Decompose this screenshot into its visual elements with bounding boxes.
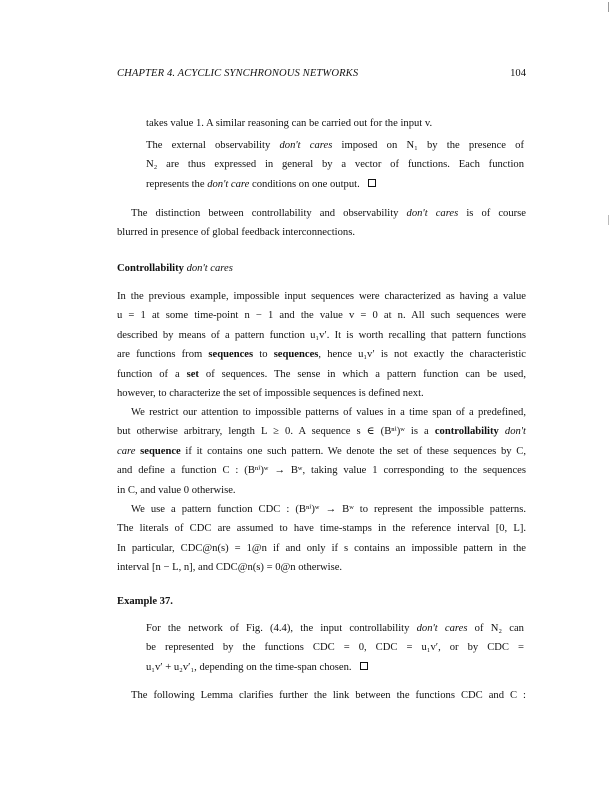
qed-box-icon — [368, 179, 376, 187]
running-header — [117, 64, 526, 84]
paragraph-5 — [117, 403, 526, 500]
text-line: The external observability don't cares imposed on N₁ by the presence of — [146, 140, 524, 151]
section-heading: Controllability don't cares — [117, 263, 233, 274]
text-line: interval [n − L, n], and CDC@n(s) = 0@n otherwise. — [117, 562, 343, 574]
text-line: function of a set of sequences. The sense in which a pattern function can be used, — [117, 368, 526, 380]
text-line: We restrict our attention to impossible patterns of values in a time span of a predefined, — [131, 407, 526, 418]
text-line: blurred in presence of global feedback interconnections. — [117, 227, 355, 239]
text-line: in C, and value 0 otherwise. — [117, 484, 236, 496]
text-line: described by means of a pattern function u₁v′. It is worth recalling that pattern functions — [117, 329, 526, 341]
text-line: The following Lemma clarifies further the link between the functions CDC and C : — [131, 690, 526, 701]
page-edge-mark — [608, 215, 609, 225]
text-line: but otherwise arbitrary, length L ≥ 0. A sequence s ∈ (Bⁿⁱ)ʷ is a controllability don't — [117, 426, 526, 438]
paragraph-4 — [117, 287, 526, 403]
paragraph-1 — [146, 114, 524, 133]
chapter-title: CHAPTER 4. ACYCLIC SYNCHRONOUS NETWORKS — [117, 68, 359, 79]
example-heading: Example 37. — [117, 596, 173, 607]
text-line: For the network of Fig. (4.4), the input controllability don't cares of N₂ can — [146, 623, 524, 634]
text-line: are functions from sequences to sequences, hence u₁v′ is not exactly the characteristic — [117, 349, 526, 361]
text-line: The distinction between controllability and observability don't cares is of course — [131, 208, 527, 219]
text-line: however, to characterize the set of impossible sequences is defined next. — [117, 388, 424, 400]
paragraph-6 — [117, 500, 526, 578]
qed-box-icon — [360, 662, 368, 670]
paragraph-3 — [117, 204, 526, 243]
text-line: and define a function C : (Bⁿⁱ)ʷ → Bʷ, taking value 1 corresponding to the sequences — [117, 465, 526, 477]
paragraph-7 — [146, 619, 524, 677]
paragraph-8 — [117, 686, 526, 705]
text-line: In the previous example, impossible input sequences were characterized as having a value — [117, 291, 526, 302]
text-line: u = 1 at some time-point n − 1 and the value v = 0 at n. All such sequences were — [117, 310, 526, 322]
text-line: represents the don't care conditions on one output. — [146, 175, 524, 194]
text-line: N₂ are thus expressed in general by a vector of functions. Each function — [146, 159, 524, 171]
text-line: care sequence if it contains one such pattern. We denote the set of these sequences by C, — [117, 445, 526, 457]
text-line: u₁v′ + u₂v′₁, depending on the time-span chosen. — [146, 658, 524, 677]
text-line: be represented by the functions CDC = 0, CDC = u₁v′, or by CDC = — [146, 642, 524, 654]
page-number: 104 — [510, 68, 526, 79]
text-line: The literals of CDC are assumed to have time-stamps in the reference interval [0, L]. — [117, 523, 526, 535]
page-edge-mark — [608, 2, 609, 12]
text-line: takes value 1. A similar reasoning can be carried out for the input v. — [146, 118, 433, 129]
text-line: In particular, CDC@n(s) = 1@n if and only if s contains an impossible pattern in the — [117, 542, 526, 554]
paragraph-2 — [146, 136, 524, 194]
text-line: We use a pattern function CDC : (Bⁿⁱ)ʷ → Bʷ to represent the impossible patterns. — [131, 504, 526, 515]
